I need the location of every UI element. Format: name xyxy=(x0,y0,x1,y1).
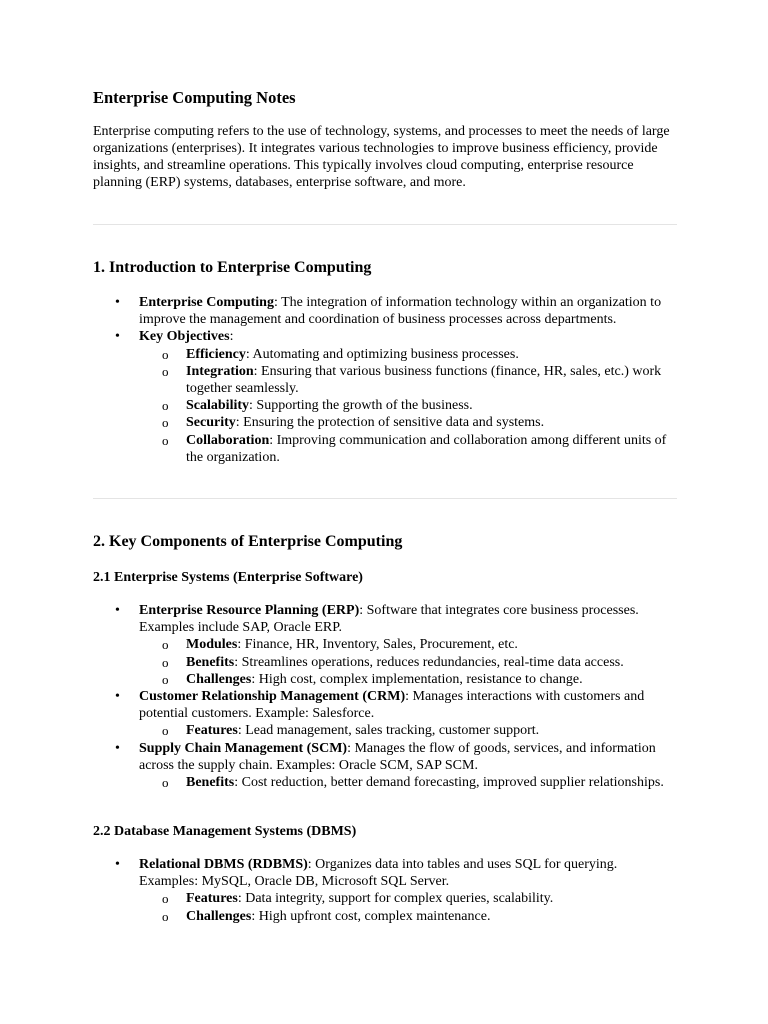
item-term: Supply Chain Management (SCM) xyxy=(139,740,348,756)
item-text: : Automating and optimizing business processes. xyxy=(245,346,519,362)
item-text: : xyxy=(229,329,234,345)
sub-list xyxy=(139,890,677,924)
item-term: Relational DBMS (RDBMS) xyxy=(139,857,308,872)
item-text: : Streamlines operations, reduces redundancies, real-time data access. xyxy=(234,654,624,670)
sub-list-item xyxy=(139,346,677,363)
item-text: : Lead management, sales tracking, customer support. xyxy=(237,723,540,739)
item-term: Enterprise Resource Planning (ERP) xyxy=(139,603,360,618)
sub-list xyxy=(139,346,677,466)
item-text: : The integration of information technology within an organization to improve the management and coordination of business processes across departments. xyxy=(139,295,662,328)
item-text: : Ensuring the protection of sensitive data and systems. xyxy=(235,415,545,431)
item-term: Efficiency xyxy=(186,346,246,362)
item-term: Features xyxy=(186,723,238,739)
sub-list-item xyxy=(139,363,677,397)
item-text: : Improving communication and collaboration among different units of the organization. xyxy=(186,432,667,465)
sub-list-item xyxy=(139,654,677,671)
sub-list-item xyxy=(139,636,677,653)
item-term: Collaboration xyxy=(186,432,270,448)
item-term: Challenges xyxy=(186,908,252,924)
item-text: : Ensuring that various business functions (finance, HR, sales, etc.) work together seamlessly. xyxy=(186,363,662,397)
list-item xyxy=(93,856,677,925)
item-text: : Supporting the growth of the business. xyxy=(249,398,473,414)
list-item xyxy=(93,740,677,792)
subsection-2-2-list xyxy=(93,856,677,925)
section-2-heading: 2. Key Components of Enterprise Computing xyxy=(93,533,403,550)
subsection-2-2-heading: 2.2 Database Management Systems (DBMS) xyxy=(93,824,357,839)
item-term: Challenges xyxy=(186,671,252,687)
item-term: Security xyxy=(186,415,236,431)
horizontal-divider xyxy=(93,224,677,225)
item-text: : High upfront cost, complex maintenance. xyxy=(251,908,491,924)
item-text: : Finance, HR, Inventory, Sales, Procurement, etc. xyxy=(237,637,518,653)
sub-list-item xyxy=(139,432,677,466)
sub-list-item xyxy=(139,908,677,925)
item-term: Integration xyxy=(186,363,254,379)
sub-list xyxy=(139,722,677,739)
sub-list-item xyxy=(139,774,677,791)
sub-list xyxy=(139,774,677,791)
item-text: : Cost reduction, better demand forecasting, improved supplier relationships. xyxy=(234,775,664,791)
item-term: Modules xyxy=(186,637,238,653)
sub-list-item xyxy=(139,414,677,431)
list-item xyxy=(93,294,677,328)
item-term: Scalability xyxy=(186,398,250,414)
item-term: Enterprise Computing xyxy=(139,295,274,310)
item-text: : Data integrity, support for complex queries, scalability. xyxy=(237,891,554,907)
subsection-2-1-list xyxy=(93,602,677,791)
item-text: : High cost, complex implementation, resistance to change. xyxy=(251,671,583,687)
item-text: : Manages interactions with customers and potential customers. Example: Salesforce. xyxy=(139,689,645,722)
sub-list-item xyxy=(139,397,677,414)
item-term: Benefits xyxy=(186,775,235,791)
list-item xyxy=(93,688,677,740)
subsection-2-1-heading: 2.1 Enterprise Systems (Enterprise Software) xyxy=(93,570,363,585)
section-1-list xyxy=(93,294,677,466)
sub-list-item xyxy=(139,890,677,907)
item-text: : Software that integrates core business processes. Examples include SAP, Oracle ERP. xyxy=(139,603,639,636)
list-item xyxy=(93,602,677,688)
sub-list-item xyxy=(139,671,677,688)
item-term: Customer Relationship Management (CRM) xyxy=(139,689,406,705)
page-title: Enterprise Computing Notes xyxy=(93,88,296,107)
intro-paragraph: Enterprise computing refers to the use of technology, systems, and processes to meet the needs of large organizations (enterprises). It integrates various technologies to improve business efficiency, provide insights, and streamline operations. This typically involves cloud computing, enterprise resource planning (ERP) systems, databases, enterprise software, and more. xyxy=(93,124,670,190)
horizontal-divider xyxy=(93,498,677,499)
item-term: Features xyxy=(186,891,238,907)
item-term: Benefits xyxy=(186,654,235,670)
item-text: : Organizes data into tables and uses SQL for querying. Examples: MySQL, Oracle DB, Microsoft SQL Server. xyxy=(139,857,618,890)
item-text: : Manages the flow of goods, services, and information across the supply chain. Examples: Oracle SCM, SAP SCM. xyxy=(139,740,656,773)
sub-list-item xyxy=(139,722,677,739)
item-term: Key Objectives xyxy=(139,329,230,345)
list-item xyxy=(93,328,677,466)
section-1-heading: 1. Introduction to Enterprise Computing xyxy=(93,259,372,276)
sub-list xyxy=(139,636,677,688)
